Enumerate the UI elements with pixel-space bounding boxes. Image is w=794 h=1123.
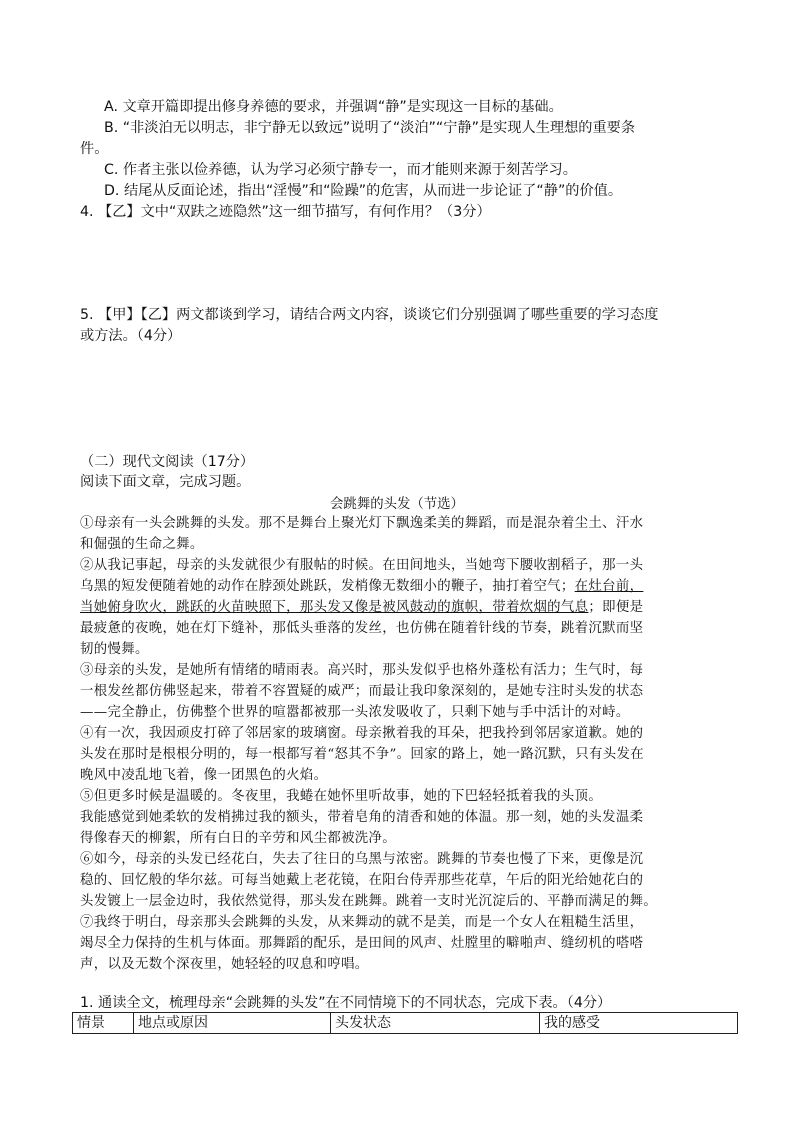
header-my-feeling: 我的感受 — [540, 1013, 738, 1034]
question-1: 1. 通读全文，梳理母亲“会跳舞的头发”在不同情境下的不同状态，完成下表。（4分） — [80, 995, 612, 1011]
table-header-row — [73, 1013, 738, 1034]
article-title: 会跳舞的头发（节选） — [330, 497, 464, 512]
option-b-line2: 件。 — [80, 141, 109, 157]
underlined-sentence-cont: 当她俯身吹火，跳跃的火苗映照下，那头发又像是被风鼓动的旗帜，带着炊烟的气息 — [80, 600, 589, 615]
header-place-reason: 地点或原因 — [134, 1013, 331, 1034]
option-a: A. 文章开篇即提出修身养德的要求，并强调“静”是实现这一目标的基础。 — [104, 99, 563, 115]
instruction: 阅读下面文章，完成习题。 — [80, 474, 251, 490]
header-hair-state: 头发状态 — [331, 1013, 540, 1034]
question-4: 4. 【乙】文中“双趺之迹隐然”这一细节描写，有何作用？（3分） — [80, 204, 491, 220]
section-heading: （二）现代文阅读（17分） — [80, 454, 255, 470]
question-5-line1: 5. 【甲】【乙】两文都谈到学习，请结合两文内容，谈谈它们分别强调了哪些重要的学习态度 — [80, 307, 659, 323]
option-d: D. 结尾从反面论述，指出“淫慢”和“险躁”的危害，从而进一步论证了“静”的价值。 — [104, 183, 623, 199]
question-5-line2: 或方法。（4分） — [80, 328, 182, 344]
header-scene: 情景 — [73, 1013, 134, 1034]
option-c: C. 作者主张以俭养德，认为学习必须宁静专一，而才能则来源于刻苦学习。 — [104, 162, 577, 178]
answer-table — [72, 1012, 738, 1034]
underlined-sentence: 在灶台前， — [574, 579, 644, 594]
option-b-line1: B. “非淡泊无以明志，非宁静无以致远”说明了“淡泊”“宁静”是实现人生理想的重要条 — [104, 120, 636, 136]
